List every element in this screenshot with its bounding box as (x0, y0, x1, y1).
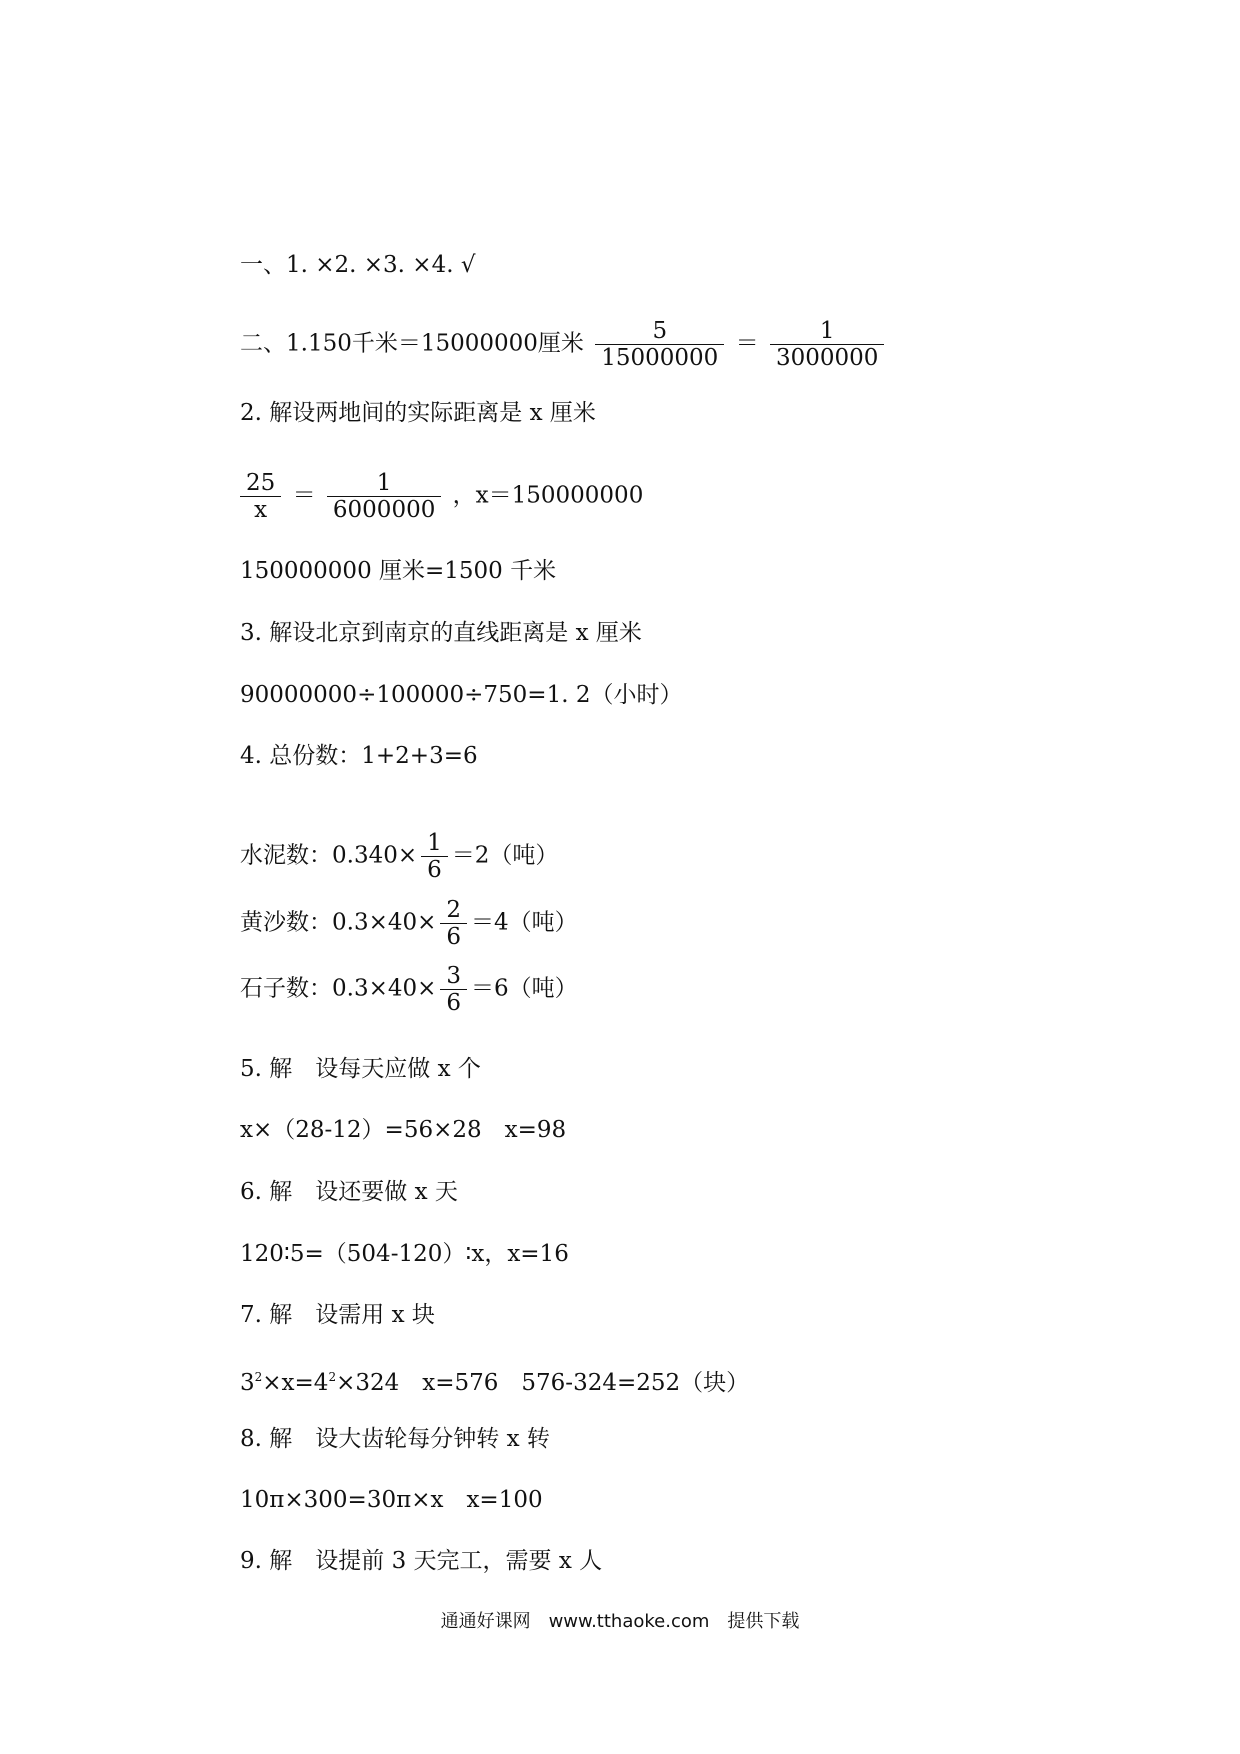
stone-prefix: 石子数：0.3×40× (240, 975, 437, 1002)
fraction (770, 318, 884, 371)
numerator: 3 (446, 963, 462, 989)
q4-total: 4. 总份数：1+2+3=6 (240, 743, 478, 769)
term: ×x=4 (262, 1370, 329, 1396)
q6-setup: 6. 解 设还要做 x 天 (240, 1179, 458, 1205)
q4-cement (240, 830, 558, 883)
q2-setup: 2. 解设两地间的实际距离是 x 厘米 (240, 400, 596, 426)
q2-conversion: 150000000 厘米=1500 千米 (240, 558, 557, 584)
numerator: 2 (446, 897, 462, 923)
exponent: 2 (254, 1370, 263, 1384)
q2-equation (240, 470, 643, 523)
sand-prefix: 黄沙数：0.3×40× (240, 909, 437, 936)
answer-section-1: 一、1. ×2. ×3. ×4. √ (240, 252, 476, 278)
q4-sand (240, 897, 578, 950)
page-footer: 通通好课网 www.tthaoke.com 提供下载 (440, 1611, 800, 1632)
q5-setup: 5. 解 设每天应做 x 个 (240, 1056, 481, 1082)
q7-calc (240, 1362, 749, 1398)
denominator: 6000000 (327, 496, 441, 523)
denominator: 3000000 (770, 344, 884, 371)
sand-result: ＝4（吨） (471, 909, 578, 936)
base: 3 (240, 1370, 255, 1396)
denominator: 15000000 (595, 344, 724, 371)
cement-result: ＝2（吨） (451, 842, 559, 869)
q4-stone (240, 963, 578, 1016)
stone-result: ＝6（吨） (471, 975, 578, 1002)
fraction (440, 963, 467, 1016)
q9-setup: 9. 解 设提前 3 天完工，需要 x 人 (240, 1548, 603, 1574)
fraction (440, 897, 467, 950)
denominator: x (240, 496, 281, 523)
answer-section-2-q1 (240, 318, 888, 371)
term: ×324 x=576 576-324=252（块） (336, 1370, 750, 1396)
exponent: 2 (328, 1370, 337, 1384)
denominator: 6 (421, 856, 448, 883)
numerator: 1 (376, 470, 392, 496)
numerator: 1 (819, 318, 835, 344)
fraction (327, 470, 441, 523)
q8-setup: 8. 解 设大齿轮每分钟转 x 转 (240, 1426, 550, 1452)
q2-result: ，x＝150000000 (452, 482, 644, 509)
q1-prefix: 二、1.150千米＝15000000厘米 (240, 330, 584, 357)
denominator: 6 (440, 923, 467, 950)
numerator: 1 (427, 830, 442, 856)
equals: ＝ (735, 330, 759, 357)
q7-setup: 7. 解 设需用 x 块 (240, 1302, 435, 1328)
equals: ＝ (292, 482, 316, 509)
q3-calc: 90000000÷100000÷750=1. 2（小时） (240, 682, 683, 708)
q5-calc: x×（28-12）=56×28 x=98 (240, 1117, 567, 1143)
fraction (240, 470, 281, 523)
q6-calc: 120∶5=（504-120）∶x，x=16 (240, 1241, 569, 1267)
q3-setup: 3. 解设北京到南京的直线距离是 x 厘米 (240, 620, 642, 646)
numerator: 25 (246, 470, 276, 496)
q8-calc: 10π×300=30π×x x=100 (240, 1487, 543, 1513)
fraction (595, 318, 724, 371)
numerator: 5 (652, 318, 668, 344)
fraction (421, 830, 448, 883)
cement-prefix: 水泥数：0.340× (240, 842, 418, 869)
denominator: 6 (440, 989, 467, 1016)
